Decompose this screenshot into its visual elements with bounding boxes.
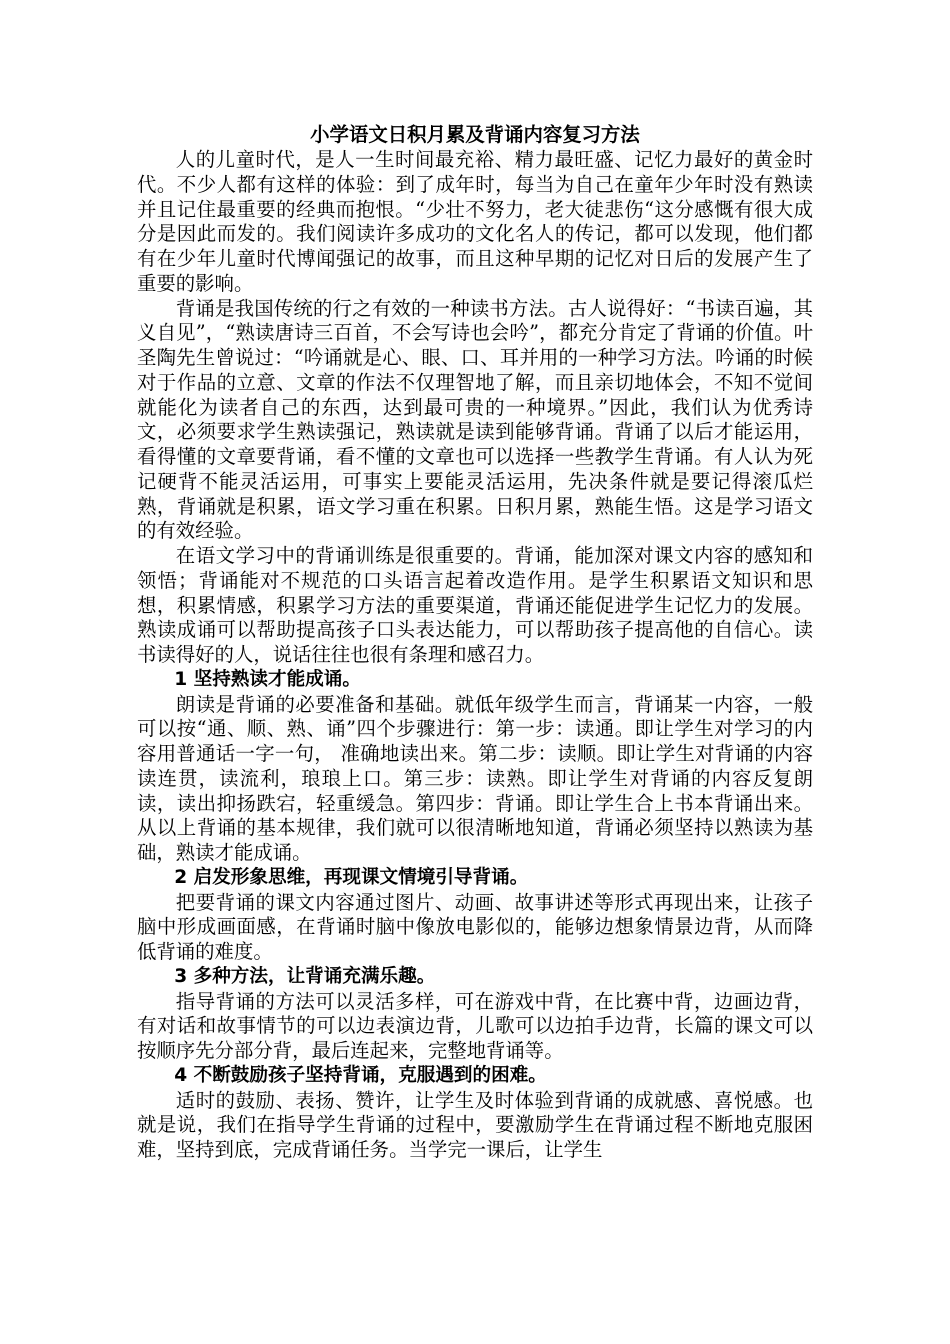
intro-paragraph-3: 在语文学习中的背诵训练是很重要的。背诵，能加深对课文内容的感知和领悟；背诵能对不规范的口头语言起着改造作用。是学生积累语文知识和思想，积累情感，积累学习方法的重要渠道，背诵还能促进学生记忆力的发展。熟读成诵可以帮助提高孩子口头表达能力，可以帮助孩子提高他的自信心。读书读得好的人，说话往往也很有条理和感召力。 xyxy=(137,544,813,666)
section-heading-3: 3 多种方法，让背诵充满乐趣。 xyxy=(174,965,436,987)
section-body-2: 把要背诵的课文内容通过图片、动画、故事讲述等形式再现出来，让孩子脑中形成画面感，在背诵时脑中像放电影似的，能够边想象情景边背，从而降低背诵的难度。 xyxy=(137,890,813,963)
intro-paragraph-2: 背诵是我国传统的行之有效的一种读书方法。古人说得好：“书读百遍，其义自见”，“熟读唐诗三百首，不会写诗也会吟”，都充分肯定了背诵的价值。叶圣陶先生曾说过：“吟诵就是心、眼、口、耳并用的一种学习方法。吟诵的时候对于作品的立意、文章的作法不仅理智地了解，而且亲切地体会，不知不觉间就能化为读者自己的东西，达到最可贵的一种境界。”因此，我们认为优秀诗文，必须要求学生熟读强记，熟读就是读到能够背诵。背诵了以后才能运用，看得懂的文章要背诵，看不懂的文章也可以选择一些教学生背诵。有人认为死记硬背不能灵活运用，可事实上要能灵活运用，先决条件就是要记得滚瓜烂熟，背诵就是积累，语文学习重在积累。日积月累，熟能生悟。这是学习语文的有效经验。 xyxy=(137,296,813,543)
section-body-4: 适时的鼓励、表扬、赞许，让学生及时体验到背诵的成就感、喜悦感。也就是说，我们在指导学生背诵的过程中，要激励学生在背诵过程不断地克服困难，坚持到底，完成背诵任务。当学完一课后，让学生 xyxy=(137,1088,813,1161)
section-heading-2: 2 启发形象思维，再现课文情境引导背诵。 xyxy=(174,866,529,888)
section-heading-4: 4 不断鼓励孩子坚持背诵，克服遇到的困难。 xyxy=(174,1064,547,1086)
document-title: 小学语文日积月累及背诵内容复习方法 xyxy=(310,123,640,146)
section-body-3: 指导背诵的方法可以灵活多样，可在游戏中背，在比赛中背，边画边背，有对话和故事情节的可以边表演边背，儿歌可以边拍手边背，长篇的课文可以按顺序先分部分背，最后连起来，完整地背诵等。 xyxy=(137,989,813,1062)
section-body-1: 朗读是背诵的必要准备和基础。就低年级学生而言，背诵某一内容，一般可以按“通、顺、熟、诵”四个步骤进行：第一步：读通。即让学生对学习的内容用普通话一字一句， 准确地读出来。第二步：读顺。即让学生对背诵的内容读连贯，读流利，琅琅上口。第三步：读熟。即让学生对背诵的内容反复朗读，读出抑扬跌宕，轻重缓急。第四步：背诵。即让学生合上书本背诵出来。从以上背诵的基本规律，我们就可以很清晰地知道，背诵必须坚持以熟读为基础，熟读才能成诵。 xyxy=(137,692,813,864)
intro-paragraph-1: 人的儿童时代，是人一生时间最充裕、精力最旺盛、记忆力最好的黄金时代。不少人都有这样的体验：到了成年时，每当为自己在童年少年时没有熟读并且记住最重要的经典而抱恨。“少壮不努力，老大徒悲伤“这分感慨有很大成分是因此而发的。我们阅读许多成功的文化名人的传记，都可以发现，他们都有在少年儿童时代博闻强记的故事，而且这种早期的记忆对日后的发展产生了重要的影响。 xyxy=(137,148,813,295)
section-heading-1: 1 坚持熟读才能成诵。 xyxy=(174,668,361,690)
document-body xyxy=(137,122,813,1163)
